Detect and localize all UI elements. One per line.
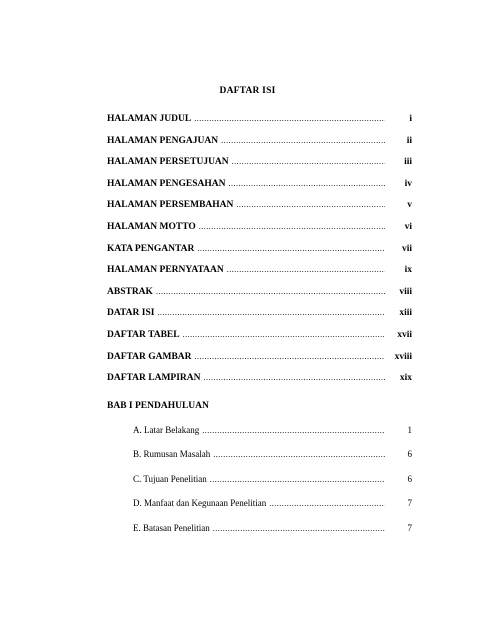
dot-leader xyxy=(183,329,385,341)
dot-leader xyxy=(199,221,385,233)
toc-entry-page: i xyxy=(409,114,412,124)
toc-front-matter xyxy=(107,113,412,394)
toc-entry[interactable] xyxy=(107,135,412,147)
toc-entry-page: viii xyxy=(399,286,412,297)
toc-subentry[interactable] xyxy=(133,522,412,535)
chapter-heading[interactable]: BAB I PENDAHULUAN xyxy=(107,401,209,411)
toc-entry[interactable] xyxy=(107,286,412,298)
dot-leader xyxy=(156,286,385,298)
toc-entry-label: DAFTAR GAMBAR xyxy=(107,351,192,362)
toc-subentry[interactable] xyxy=(133,448,412,461)
dot-leader xyxy=(204,372,386,384)
toc-entry-label: DAFTAR LAMPIRAN xyxy=(107,373,201,384)
toc-entry[interactable] xyxy=(107,178,412,190)
toc-entry-page: iv xyxy=(404,178,412,189)
toc-entry-label: DAFTAR TABEL xyxy=(107,329,180,340)
dot-leader xyxy=(213,523,385,535)
toc-entry[interactable] xyxy=(107,113,412,125)
toc-entry-page: iii xyxy=(404,157,412,168)
dot-leader xyxy=(269,498,385,510)
toc-entry[interactable] xyxy=(107,156,412,168)
page-title: DAFTAR ISI xyxy=(219,86,276,96)
toc-subentry-page: 1 xyxy=(407,425,412,435)
toc-subentry-label: E. Batasan Penelitian xyxy=(133,522,210,533)
toc-subentry-label: C. Tujuan Penelitian xyxy=(133,473,207,484)
toc-entry-label: KATA PENGANTAR xyxy=(107,243,195,254)
toc-entry-label: HALAMAN PERNYATAAN xyxy=(107,265,224,276)
toc-entry-page: vii xyxy=(401,243,412,254)
toc-entry-label: HALAMAN PERSETUJUAN xyxy=(107,157,229,168)
toc-entry-label: HALAMAN PENGESAHAN xyxy=(107,178,226,189)
toc-subentry-label: A. Latar Belakang xyxy=(133,425,200,435)
dot-leader xyxy=(194,113,385,125)
toc-entry-label: HALAMAN PENGAJUAN xyxy=(107,135,219,146)
dot-leader xyxy=(197,243,385,255)
dot-leader xyxy=(227,264,385,276)
dot-leader xyxy=(157,307,385,319)
toc-subentry-label: D. Manfaat dan Kegunaan Penelitian xyxy=(133,498,267,509)
toc-entry[interactable] xyxy=(107,351,412,363)
toc-subentry[interactable] xyxy=(133,424,412,437)
toc-entry-label: HALAMAN JUDUL xyxy=(107,114,192,124)
toc-entry[interactable] xyxy=(107,199,412,211)
toc-subentry[interactable] xyxy=(133,497,412,510)
toc-subentry-label: B. Rumusan Masalah xyxy=(133,449,211,460)
toc-subentry-page: 7 xyxy=(407,522,412,533)
toc-entry-label: ABSTRAK xyxy=(107,286,153,297)
toc-entry-label: DATAR ISI xyxy=(107,308,155,319)
toc-entry-page: xiii xyxy=(399,308,412,319)
toc-entry-page: ii xyxy=(406,135,412,146)
toc-subentry[interactable] xyxy=(133,473,412,486)
toc-subentry-page: 7 xyxy=(407,498,412,509)
dot-leader xyxy=(210,474,385,486)
toc-entry-page: ix xyxy=(404,265,412,276)
dot-leader xyxy=(236,199,385,211)
toc-entry-page: xvii xyxy=(397,329,412,340)
toc-entry[interactable] xyxy=(107,372,412,384)
dot-leader xyxy=(221,135,385,147)
dot-leader xyxy=(229,178,386,190)
toc-entry[interactable] xyxy=(107,221,412,233)
toc-entry-page: xix xyxy=(399,373,412,384)
toc-subentry-page: 6 xyxy=(407,449,412,460)
dot-leader xyxy=(195,351,385,363)
toc-entry-label: HALAMAN MOTTO xyxy=(107,221,196,232)
toc-entry[interactable] xyxy=(107,307,412,319)
toc-chapter-items xyxy=(133,424,412,546)
dot-leader xyxy=(232,156,385,168)
toc-entry-label: HALAMAN PERSEMBAHAN xyxy=(107,200,234,211)
toc-subentry-page: 6 xyxy=(407,473,412,484)
toc-entry[interactable] xyxy=(107,264,412,276)
toc-entry-page: v xyxy=(407,200,412,211)
toc-entry[interactable] xyxy=(107,243,412,255)
toc-entry-page: xviii xyxy=(394,351,412,362)
dot-leader xyxy=(213,449,385,461)
toc-entry[interactable] xyxy=(107,329,412,341)
toc-entry-page: vi xyxy=(404,221,412,232)
dot-leader xyxy=(202,425,385,437)
